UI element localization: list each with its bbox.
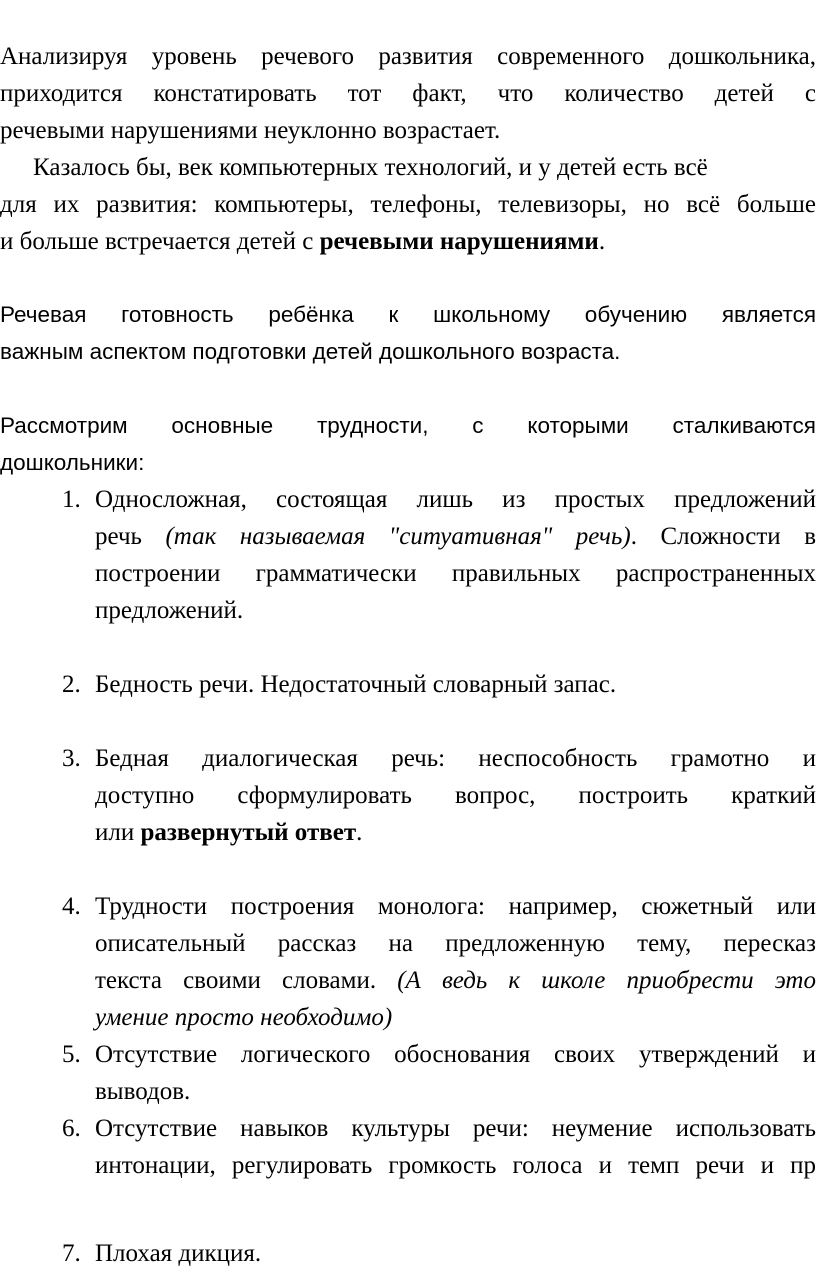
paragraph-1-line-3: речевыми нарушениями неуклонно возрастает. — [0, 117, 501, 144]
paragraph-2-line-1: Казалось бы, век компьютерных технологий, и у детей есть всё — [33, 154, 708, 181]
paragraph-1-line-1: Анализируя уровень речевого развития современного дошкольника, — [0, 43, 816, 70]
paragraph-2-line-3-text: и больше встречается детей с — [0, 228, 320, 255]
list-number-4: 4. — [62, 893, 81, 920]
list-item-4-line-2: описательный рассказ на предложенную тему, пересказ — [95, 930, 816, 957]
list-number-1: 1. — [62, 486, 81, 513]
paragraph-3-line-1: Речевая готовность ребёнка к школьному обучению является — [0, 302, 816, 327]
list-item-5-line-2: выводов. — [95, 1078, 191, 1105]
list-item-4-line-4 — [95, 999, 816, 1036]
paragraph-1-line-2: приходится констатировать тот факт, что количество детей с — [0, 80, 816, 107]
list-item-2-line-1: Бедность речи. Недостаточный словарный запас. — [95, 671, 617, 698]
list-item-7-line-1: Плохая дикция. — [95, 1240, 262, 1267]
list-item-4-line-3-start: текста своими словами. — [95, 967, 398, 994]
list-item-6-line-2: интонации, регулировать громкость голоса и темп речи и пр — [95, 1152, 816, 1179]
list-item-1-italic: (так называемая "ситуативная" речь) — [165, 523, 631, 550]
list-item-3-line-2: доступно сформулировать вопрос, построить краткий — [95, 782, 816, 809]
list-item-1-line-2-start: речь — [95, 523, 166, 550]
list-item-4-line-3 — [95, 962, 816, 999]
list-number-2: 2. — [62, 671, 81, 698]
list-item-3-line-3-end: . — [356, 819, 363, 846]
paragraph-3-line-2: важным аспектом подготовки детей дошкольного возраста. — [0, 339, 621, 364]
list-item-4-italic-2: умение просто необходимо) — [95, 1004, 393, 1031]
list-item-1-line-4: предложений. — [95, 597, 244, 624]
list-number-7: 7. — [62, 1240, 81, 1267]
bold-detailed-answer: развернутый ответ — [140, 819, 357, 846]
list-item-4-italic-1: (А ведь к школе приобрести это — [397, 967, 816, 994]
paragraph-2-line-3 — [0, 223, 816, 260]
list-item-3-line-3 — [95, 814, 816, 851]
list-item-4-line-1: Трудности построения монолога: например, сюжетный или — [95, 893, 816, 920]
list-item-3-line-3-start: или — [95, 819, 141, 846]
paragraph-2-line-3-end: . — [598, 228, 606, 255]
list-item-1-line-2-end: . Сложности в — [630, 523, 816, 550]
list-number-5: 5. — [62, 1041, 81, 1068]
paragraph-4-line-1: Рассмотрим основные трудности, с которыми сталкиваются — [0, 413, 816, 438]
list-item-5-line-1: Отсутствие логического обоснования своих утверждений и — [95, 1041, 816, 1068]
list-item-6-line-1: Отсутствие навыков культуры речи: неумение использовать — [95, 1115, 816, 1142]
list-item-3-line-1: Бедная диалогическая речь: неспособность грамотно и — [95, 745, 816, 772]
list-item-1-line-3: построении грамматически правильных распространенных — [95, 560, 816, 587]
list-number-6: 6. — [62, 1115, 81, 1142]
paragraph-4-line-2: дошкольники: — [0, 450, 145, 475]
list-item-1-line-1: Односложная, состоящая лишь из простых предложений — [95, 486, 816, 513]
paragraph-2-line-2: для их развития: компьютеры, телефоны, телевизоры, но всё больше — [0, 191, 816, 218]
list-number-3: 3. — [62, 745, 81, 772]
list-item-1-line-2 — [95, 518, 816, 555]
bold-speech-disorders: речевыми нарушениями — [319, 228, 599, 255]
